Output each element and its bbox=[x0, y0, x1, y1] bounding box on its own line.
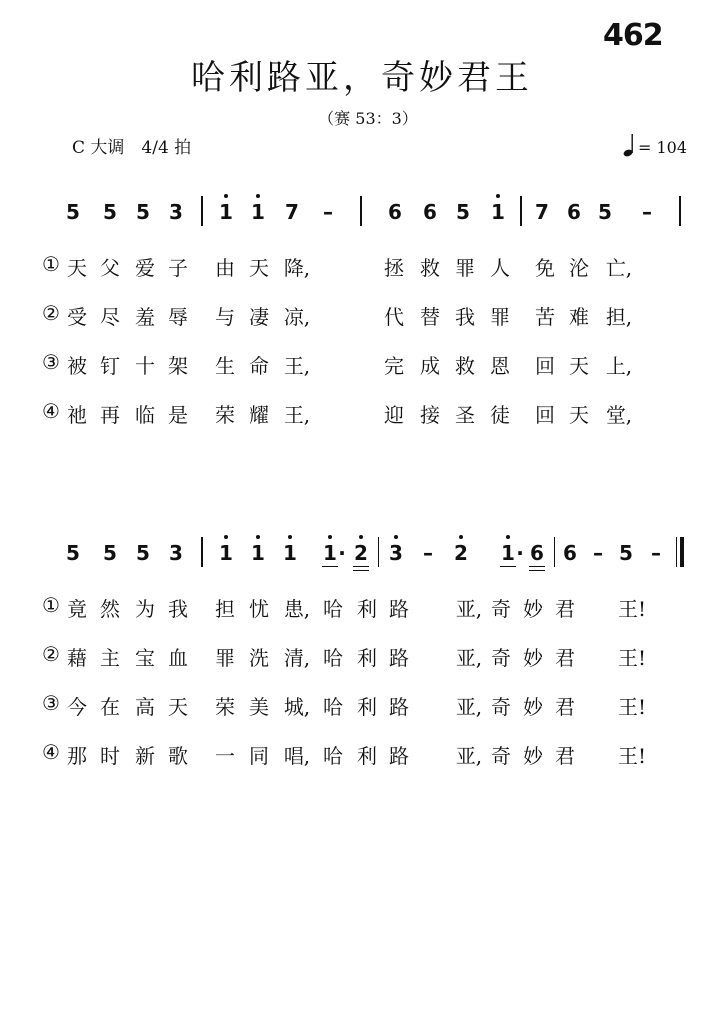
lyric-syllable: 受 bbox=[67, 305, 87, 329]
lyric-syllable: 人 bbox=[490, 256, 510, 280]
lyric-syllable: 祂 bbox=[67, 403, 87, 427]
lyric-syllable: 凉, bbox=[283, 305, 311, 329]
lyric-syllable: 新 bbox=[135, 744, 155, 768]
lyric-syllable: 徒 bbox=[490, 403, 510, 427]
dot-duration: · bbox=[338, 541, 346, 565]
lyric-syllable: 回 bbox=[535, 354, 555, 378]
lyric-syllable: 成 bbox=[420, 354, 440, 378]
note: 5 bbox=[598, 200, 612, 224]
lyric-syllable: 亡, bbox=[605, 256, 633, 280]
lyric-syllable: 血 bbox=[168, 646, 188, 670]
lyric-syllable: 沦 bbox=[569, 256, 589, 280]
lyric-syllable: 时 bbox=[100, 744, 120, 768]
lyric-syllable: 在 bbox=[100, 695, 120, 719]
barline bbox=[679, 196, 681, 226]
lyric-syllable: 再 bbox=[100, 403, 120, 427]
lyric-syllable: 利 bbox=[357, 646, 377, 670]
lyric-syllable: 救 bbox=[455, 354, 475, 378]
note-high: 1 bbox=[219, 541, 233, 565]
lyric-syllable: 竟 bbox=[67, 597, 87, 621]
lyric-syllable: 亚, bbox=[455, 695, 483, 719]
eighth-underline bbox=[500, 566, 516, 567]
lyric-syllable: 王! bbox=[617, 646, 647, 670]
lyric-syllable: 难 bbox=[569, 305, 589, 329]
lyric-syllable: 主 bbox=[100, 646, 120, 670]
lyric-syllable: 洗 bbox=[249, 646, 269, 670]
note: 6 bbox=[563, 541, 577, 565]
lyric-syllable: 今 bbox=[67, 695, 87, 719]
lyric-syllable: 君 bbox=[555, 597, 575, 621]
note-dash: – bbox=[651, 541, 661, 565]
final-barline-thick bbox=[680, 537, 684, 567]
lyric-syllable: 王! bbox=[617, 597, 647, 621]
note: 5 bbox=[66, 200, 80, 224]
note: 5 bbox=[66, 541, 80, 565]
note-dash: – bbox=[423, 541, 433, 565]
octave-dot bbox=[506, 535, 510, 539]
lyric-syllable: 亚, bbox=[455, 597, 483, 621]
lyric-syllable: 羞 bbox=[135, 305, 155, 329]
lyric-syllable: 钉 bbox=[100, 354, 120, 378]
verse-number: ① bbox=[42, 252, 60, 276]
lyric-syllable: 罪 bbox=[455, 256, 475, 280]
lyric-syllable: 一 bbox=[215, 744, 235, 768]
lyric-syllable: 荣 bbox=[215, 403, 235, 427]
lyric-syllable: 亚, bbox=[455, 646, 483, 670]
lyric-syllable: 奇 bbox=[491, 646, 511, 670]
lyric-syllable: 高 bbox=[135, 695, 155, 719]
lyric-syllable: 代 bbox=[384, 305, 404, 329]
lyric-syllable: 那 bbox=[67, 744, 87, 768]
lyric-syllable: 君 bbox=[555, 744, 575, 768]
lyric-syllable: 利 bbox=[357, 597, 377, 621]
lyric-syllable: 临 bbox=[135, 403, 155, 427]
lyric-syllable: 由 bbox=[215, 256, 235, 280]
lyric-syllable: 荣 bbox=[215, 695, 235, 719]
lyric-syllable: 回 bbox=[535, 403, 555, 427]
lyric-syllable: 接 bbox=[420, 403, 440, 427]
lyric-syllable: 担 bbox=[215, 597, 235, 621]
lyric-syllable: 哈 bbox=[323, 597, 343, 621]
lyric-syllable: 哈 bbox=[323, 744, 343, 768]
lyric-syllable: 父 bbox=[100, 256, 120, 280]
lyric-syllable: 与 bbox=[215, 305, 235, 329]
lyric-syllable: 同 bbox=[249, 744, 269, 768]
lyric-syllable: 清, bbox=[283, 646, 311, 670]
lyric-syllable: 城, bbox=[283, 695, 311, 719]
lyric-syllable: 生 bbox=[215, 354, 235, 378]
lyric-syllable: 苦 bbox=[535, 305, 555, 329]
lyric-syllable: 免 bbox=[535, 256, 555, 280]
lyric-syllable: 然 bbox=[100, 597, 120, 621]
octave-dot bbox=[459, 535, 463, 539]
lyric-syllable: 路 bbox=[389, 695, 409, 719]
note: 3 bbox=[169, 200, 183, 224]
lyric-syllable: 辱 bbox=[168, 305, 188, 329]
lyric-syllable: 恩 bbox=[490, 354, 510, 378]
tempo-value: = 104 bbox=[638, 138, 688, 157]
key-and-time-signature: C 大调 4/4 拍 bbox=[72, 138, 192, 158]
quarter-note-icon bbox=[623, 133, 635, 157]
lyric-syllable: 亚, bbox=[455, 744, 483, 768]
note: 7 bbox=[535, 200, 549, 224]
barline bbox=[378, 537, 379, 567]
barline bbox=[554, 537, 555, 567]
note-high: 3 bbox=[389, 541, 403, 565]
lyric-syllable: 架 bbox=[168, 354, 188, 378]
verse-number: ① bbox=[42, 593, 60, 617]
barline bbox=[520, 196, 522, 226]
lyric-syllable: 耀 bbox=[249, 403, 269, 427]
lyric-syllable: 妙 bbox=[523, 744, 543, 768]
lyric-syllable: 命 bbox=[249, 354, 269, 378]
lyric-syllable: 降, bbox=[283, 256, 311, 280]
lyric-syllable: 王, bbox=[283, 354, 311, 378]
verse-number: ② bbox=[42, 301, 60, 325]
lyric-syllable: 担, bbox=[605, 305, 633, 329]
octave-dot bbox=[288, 535, 292, 539]
octave-dot bbox=[394, 535, 398, 539]
note-high: 2 bbox=[354, 541, 368, 565]
tempo-marking bbox=[623, 133, 687, 157]
barline bbox=[201, 196, 203, 226]
note: 5 bbox=[136, 541, 150, 565]
hymn-number: 462 bbox=[603, 18, 663, 53]
lyric-syllable: 天 bbox=[569, 403, 589, 427]
lyric-syllable: 我 bbox=[168, 597, 188, 621]
lyric-syllable: 歌 bbox=[168, 744, 188, 768]
sixteenth-underline bbox=[529, 570, 545, 571]
lyric-syllable: 凄 bbox=[249, 305, 269, 329]
note: 6 bbox=[388, 200, 402, 224]
lyric-syllable: 哈 bbox=[323, 695, 343, 719]
sixteenth-underline bbox=[353, 566, 369, 567]
note: 5 bbox=[103, 541, 117, 565]
lyric-syllable: 迎 bbox=[384, 403, 404, 427]
lyric-syllable: 上, bbox=[605, 354, 633, 378]
lyric-syllable: 罪 bbox=[490, 305, 510, 329]
eighth-underline bbox=[322, 566, 338, 567]
hymn-title: 哈利路亚，奇妙君王 bbox=[191, 58, 533, 98]
octave-dot bbox=[224, 194, 228, 198]
lyric-syllable: 宝 bbox=[135, 646, 155, 670]
note: 6 bbox=[423, 200, 437, 224]
note: 5 bbox=[456, 200, 470, 224]
lyric-syllable: 被 bbox=[67, 354, 87, 378]
lyric-syllable: 王! bbox=[617, 744, 647, 768]
note-high: 1 bbox=[251, 200, 265, 224]
verse-number: ② bbox=[42, 642, 60, 666]
lyric-syllable: 圣 bbox=[455, 403, 475, 427]
lyric-syllable: 尽 bbox=[100, 305, 120, 329]
lyric-syllable: 奇 bbox=[491, 597, 511, 621]
note: 6 bbox=[530, 541, 544, 565]
note: 7 bbox=[285, 200, 299, 224]
lyric-syllable: 利 bbox=[357, 744, 377, 768]
note-dash: – bbox=[593, 541, 603, 565]
lyric-syllable: 奇 bbox=[491, 695, 511, 719]
lyric-syllable: 十 bbox=[135, 354, 155, 378]
lyric-syllable: 天 bbox=[569, 354, 589, 378]
lyric-syllable: 妙 bbox=[523, 646, 543, 670]
lyric-syllable: 路 bbox=[389, 597, 409, 621]
lyric-syllable: 哈 bbox=[323, 646, 343, 670]
note: 5 bbox=[619, 541, 633, 565]
note-dash: – bbox=[642, 200, 652, 224]
lyric-syllable: 妙 bbox=[523, 695, 543, 719]
lyric-syllable: 美 bbox=[249, 695, 269, 719]
octave-dot bbox=[359, 535, 363, 539]
lyric-syllable: 路 bbox=[389, 744, 409, 768]
note: 5 bbox=[103, 200, 117, 224]
sixteenth-underline bbox=[353, 570, 369, 571]
octave-dot bbox=[256, 535, 260, 539]
sixteenth-underline bbox=[529, 566, 545, 567]
octave-dot bbox=[224, 535, 228, 539]
lyric-syllable: 我 bbox=[455, 305, 475, 329]
note-high: 1 bbox=[323, 541, 337, 565]
note-high: 1 bbox=[501, 541, 515, 565]
scripture-reference: （赛 53：3） bbox=[318, 109, 418, 128]
note-high: 1 bbox=[491, 200, 505, 224]
lyric-syllable: 君 bbox=[555, 695, 575, 719]
lyric-syllable: 子 bbox=[168, 256, 188, 280]
final-barline-thin bbox=[676, 537, 677, 567]
lyric-syllable: 堂, bbox=[605, 403, 633, 427]
lyric-syllable: 天 bbox=[249, 256, 269, 280]
dot-duration: · bbox=[516, 541, 524, 565]
lyric-syllable: 妙 bbox=[523, 597, 543, 621]
lyric-syllable: 是 bbox=[168, 403, 188, 427]
lyric-syllable: 忧 bbox=[249, 597, 269, 621]
lyric-syllable: 为 bbox=[135, 597, 155, 621]
note: 5 bbox=[136, 200, 150, 224]
barline bbox=[201, 537, 203, 567]
verse-number: ③ bbox=[42, 350, 60, 374]
lyric-syllable: 唱, bbox=[283, 744, 311, 768]
note-dash: – bbox=[323, 200, 333, 224]
verse-number: ④ bbox=[42, 399, 60, 423]
lyric-syllable: 路 bbox=[389, 646, 409, 670]
lyric-syllable: 拯 bbox=[384, 256, 404, 280]
lyric-syllable: 天 bbox=[67, 256, 87, 280]
verse-number: ③ bbox=[42, 691, 60, 715]
octave-dot bbox=[328, 535, 332, 539]
lyric-syllable: 利 bbox=[357, 695, 377, 719]
lyric-syllable: 患, bbox=[283, 597, 311, 621]
octave-dot bbox=[256, 194, 260, 198]
note: 3 bbox=[169, 541, 183, 565]
lyric-syllable: 救 bbox=[420, 256, 440, 280]
lyric-syllable: 奇 bbox=[491, 744, 511, 768]
barline bbox=[360, 196, 362, 226]
lyric-syllable: 罪 bbox=[215, 646, 235, 670]
lyric-syllable: 替 bbox=[420, 305, 440, 329]
note-high: 1 bbox=[219, 200, 233, 224]
verse-number: ④ bbox=[42, 740, 60, 764]
lyric-syllable: 王, bbox=[283, 403, 311, 427]
note-high: 2 bbox=[454, 541, 468, 565]
note-high: 1 bbox=[251, 541, 265, 565]
note-high: 1 bbox=[283, 541, 297, 565]
lyric-syllable: 爱 bbox=[135, 256, 155, 280]
lyric-syllable: 藉 bbox=[67, 646, 87, 670]
lyric-syllable: 天 bbox=[168, 695, 188, 719]
octave-dot bbox=[496, 194, 500, 198]
lyric-syllable: 王! bbox=[617, 695, 647, 719]
note: 6 bbox=[567, 200, 581, 224]
lyric-syllable: 完 bbox=[384, 354, 404, 378]
lyric-syllable: 君 bbox=[555, 646, 575, 670]
